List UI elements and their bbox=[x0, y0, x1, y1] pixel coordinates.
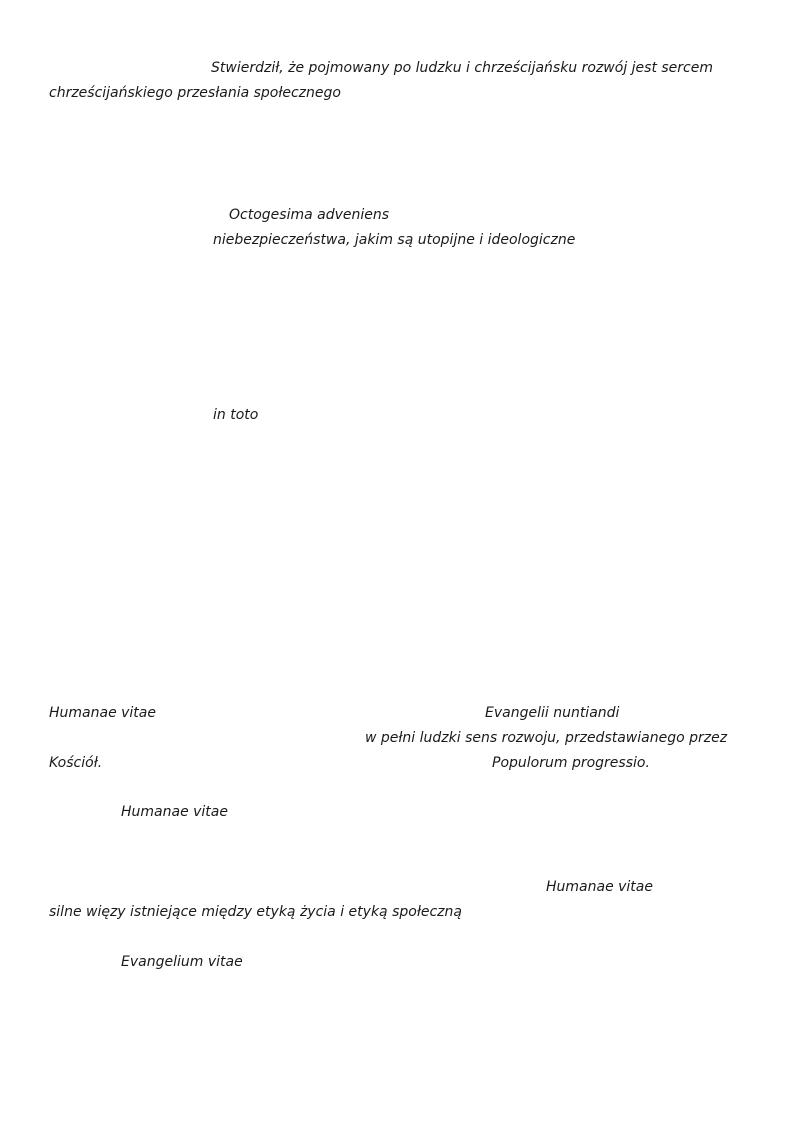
document-title-reference: Evangelium vitae bbox=[121, 954, 243, 970]
text-line: silne więzy istniejące między etyką życia i etyką społeczną bbox=[49, 904, 462, 920]
text-line: w pełni ludzki sens rozwoju, przedstawianego przez bbox=[365, 730, 728, 746]
document-title-reference: Octogesima adveniens bbox=[229, 207, 390, 223]
document-title-reference: Humanae vitae bbox=[546, 879, 653, 895]
document-title-reference: Evangelii nuntiandi bbox=[485, 705, 620, 721]
latin-phrase: in toto bbox=[213, 407, 259, 423]
text-line: niebezpieczeństwa, jakim są utopijne i ideologiczne bbox=[213, 232, 576, 248]
document-title-reference: Humanae vitae bbox=[49, 705, 156, 721]
text-line: Kościół. bbox=[49, 755, 103, 771]
document-title-reference: Humanae vitae bbox=[121, 804, 228, 820]
text-line: chrześcijańskiego przesłania społecznego bbox=[49, 85, 341, 101]
document-title-reference: Populorum progressio. bbox=[492, 755, 650, 771]
text-line: Stwierdził, że pojmowany po ludzku i chrześcijańsku rozwój jest sercem bbox=[211, 60, 714, 76]
